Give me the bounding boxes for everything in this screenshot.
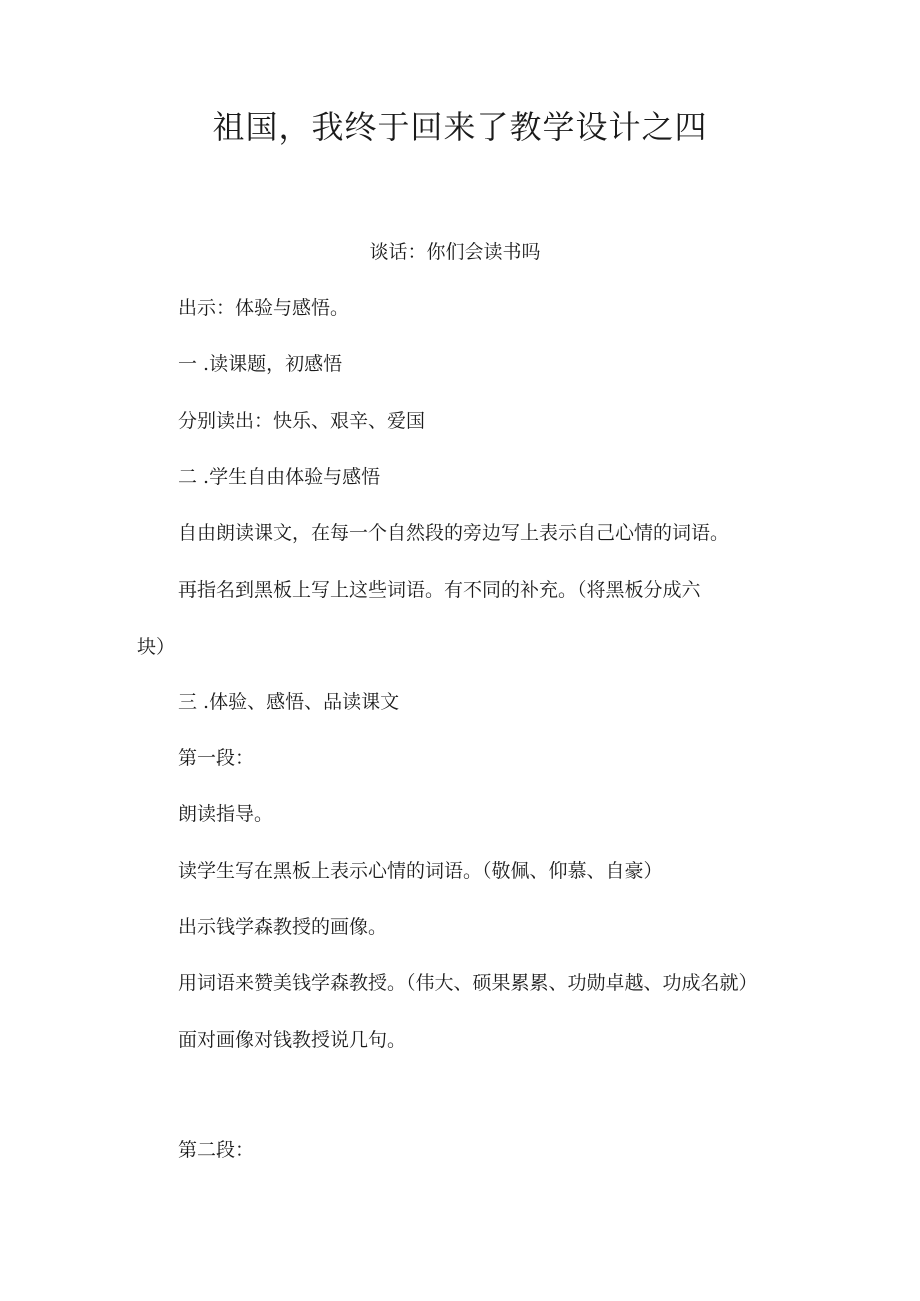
section-heading: 二 .学生自由体验与感悟 [178, 466, 381, 488]
paragraph-line: 第二段： [178, 1139, 255, 1161]
paragraph-line: 自由朗读课文，在每一个自然段的旁边写上表示自己心情的词语。 [178, 522, 730, 544]
paragraph-line: 再指名到黑板上写上这些词语。有不同的补充。（将黑板分成六 [178, 579, 701, 601]
paragraph-line: 用词语来赞美钱学森教授。（伟大、硕果累累、功勋卓越、功成名就） [178, 972, 758, 994]
paragraph-line-continuation: 块） [137, 636, 176, 658]
section-heading: 一 .读课题，初感悟 [178, 353, 343, 375]
paragraph-line: 第一段： [178, 747, 255, 769]
paragraph-line: 面对画像对钱教授说几句。 [178, 1029, 407, 1051]
paragraph-line: 出示钱学森教授的画像。 [178, 916, 388, 938]
paragraph-line: 朗读指导。 [178, 803, 274, 825]
paragraph-line: 出示：体验与感悟。 [178, 297, 350, 319]
document-subtitle: 谈话：你们会读书吗 [369, 241, 541, 263]
document-title: 祖国，我终于回来了教学设计之四 [212, 108, 708, 146]
paragraph-line: 读学生写在黑板上表示心情的词语。（敬佩、仰慕、自豪） [178, 860, 663, 882]
paragraph-line: 分别读出：快乐、艰辛、爱国 [178, 410, 426, 432]
section-heading: 三 .体验、感悟、品读课文 [178, 691, 400, 713]
